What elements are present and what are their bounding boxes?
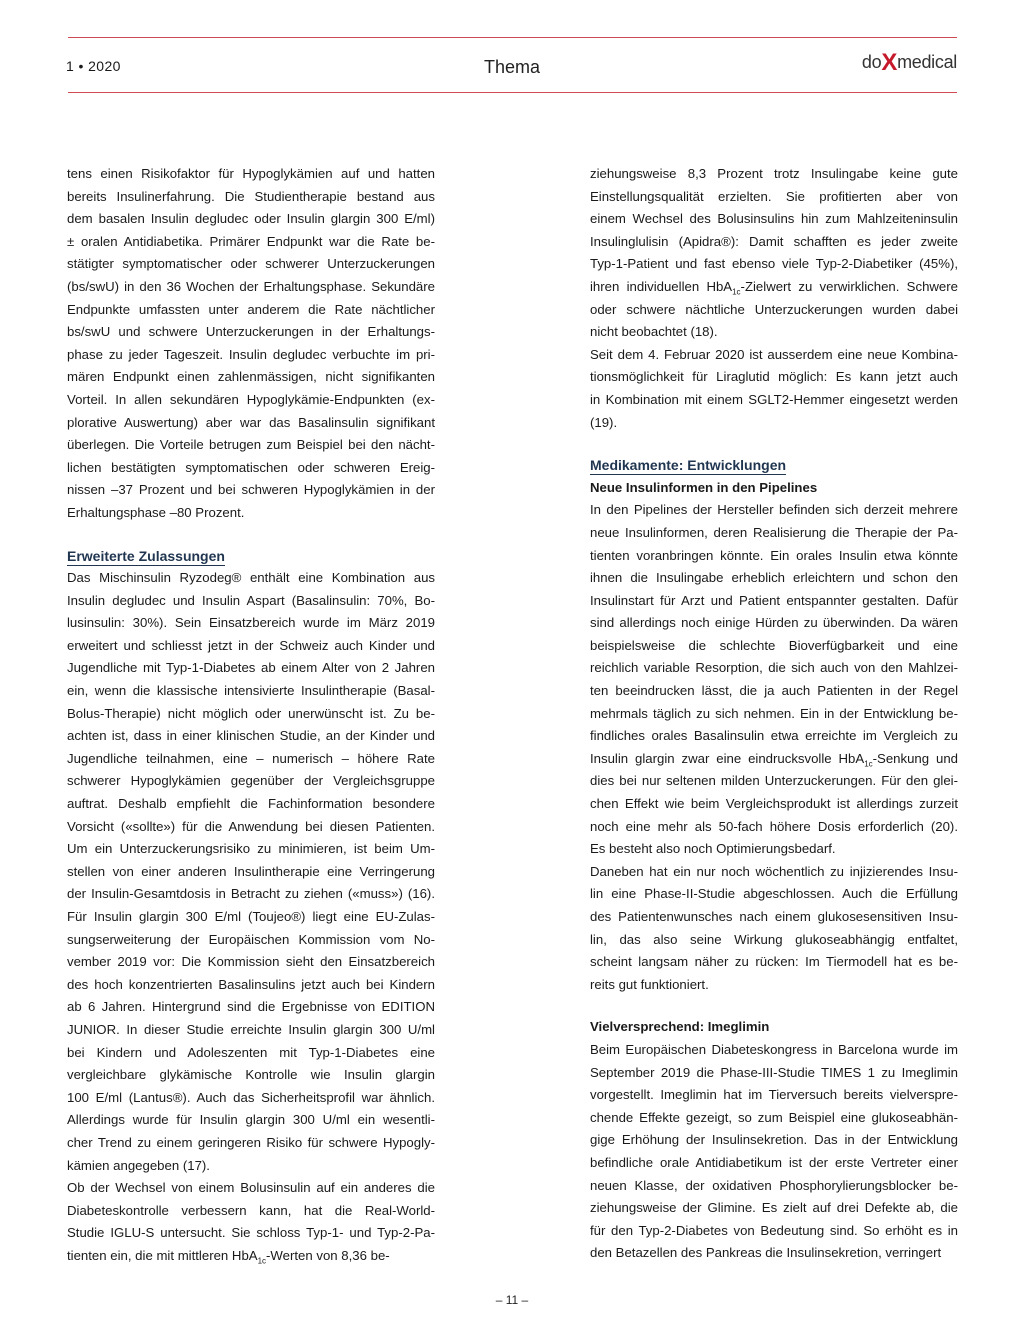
text-line: Vorsicht («sollte») für die Anwendung bei diesen Patienten. [67,818,435,834]
paragraph-gap [67,525,435,545]
text-line: schwerer Hypoglykämien gegenüber der Vergleichsgruppe [67,773,435,789]
text-line: sind allerdings noch einige Hürden zu überwinden. Da wären [590,615,958,631]
text-line: Das Mischinsulin Ryzodeg® enthält eine Kombination aus [67,570,435,586]
paragraph [590,163,958,344]
section-title: Thema [483,57,541,77]
section-heading-text: Medikamente: Entwicklungen [590,457,787,474]
text-line: ten beeindrucken lässt, die ja auch Patienten in der Regel [590,683,958,699]
paragraph [590,344,958,434]
paragraph [590,1039,958,1265]
text-line: achten ist, dass in einer klinischen Studie, an der Kinder und [67,728,435,744]
text-line: noch eine mehr als 50-fach höhere Dosis erforderlich (20). [590,818,958,834]
text-line: tens einen Risikofaktor für Hypoglykämien auf und hatten [67,166,435,181]
text-line: erweitert und schliesst jetzt in der Schweiz auch Kinder und [67,637,435,653]
text-line: (19). [590,414,618,430]
logo-part-1: do [861,52,882,72]
paragraph [590,861,958,997]
text-line: Jugendliche mit Typ-1-Diabetes ab einem Alter von 2 Jahren [67,660,435,676]
right-column [590,163,958,1265]
page-number: – 11 – [495,1293,529,1307]
subscript-1c: 1c [732,287,741,297]
text-line: ein, wenn die klassische intensivierte Insulintherapie (Basal- [67,683,435,699]
text-line: tionsmöglichkeit für Liraglutid möglich: Es kann jetzt auch [590,369,958,385]
text-line: für den Typ-2-Diabetes von Bedeutung sind. So erhöht es in [590,1222,958,1238]
text-line: vergleichbare glykämische Kontrolle wie Insulin glargin [67,1067,435,1083]
text-line: bereits Insulinerfahrung. Die Studientherapie bestand aus [67,188,435,204]
text-line: tienten ein, die mit mittleren HbA$_{1c}$-Werten von 8,36 be- [67,1247,390,1266]
text-line: mären Endpunkt einen zahlenmässigen, nicht signifikanten [67,369,435,385]
text-line: auftrat. Deshalb empfiehlt die Fachinformation besondere [67,796,435,812]
text-line: Vorteil. In allen sekundären Hypoglykämie-Endpunkten (ex- [67,391,435,407]
text-line: nicht beobachtet (18). [590,324,718,340]
text-line: Bolus-Therapie) nicht möglich oder unerwünscht ist. Zu be- [67,705,435,721]
text-line: (bs/swU) in den 36 Wochen der Erhaltungsphase. Sekundäre [67,278,435,294]
text-line: den Betazellen des Pankreas die Insulinsekretion, verringert [590,1245,942,1261]
text-line: befindliche orale Antidiabetikum ist der erste Vertreter einer [590,1154,958,1170]
text-line: lichen bestätigten symptomatischen oder schweren Ereig- [67,459,435,475]
text-line: 100 E/ml (Lantus®). Auch das Sicherheitsprofil war ähnlich. [67,1089,435,1105]
text-line: ihren individuellen HbA$_{1c}$-Zielwert zu verwirklichen. Schwere [590,278,958,297]
header-rule-bottom [68,92,957,93]
text-line: gige Erhöhung der Insulinsekretion. Das in der Entwicklung [590,1132,958,1148]
subscript-1c: 1c [257,1256,267,1266]
text-line: Daneben hat ein nur noch wöchentlich zu injizierendes Insu- [590,863,958,879]
text-line: Allerdings wurde für Insulin glargin 300 U/ml ein wesentli- [67,1112,435,1128]
text-line: bei Kindern und Adoleszenten mit Typ-1-Diabetes eine [67,1044,435,1060]
text-line: lin eine Phase-II-Studie abgeschlossen. Auch die Erfüllung [590,886,958,902]
text-line: kämien angegeben (17). [67,1157,210,1173]
text-line: ± oralen Antidiabetika. Primärer Endpunkt war die Rate be- [67,233,435,249]
text-line: reits gut funktioniert. [590,976,709,992]
section-heading [67,545,435,568]
text-line: Um ein Unterzuckerungsrisiko zu minimieren, ist beim Um- [67,841,435,857]
text-line: bs/swU und schwere Unterzuckerungen in der Erhaltungs- [67,324,435,340]
text-line: oder schwere nächtliche Unterzuckerungen wurden dabei [590,301,958,317]
text-line: beispielsweise die schlechte Bioverfügbarkeit und eine [590,637,958,653]
paragraph-gap [590,434,958,454]
text-line: Endpunkte umfassten unter anderem die Rate nächtlicher [67,301,435,317]
text-line: ziehungsweise der Glimine. Es zielt auf drei Defekte ab, die [590,1200,958,1216]
text-line: Insulinglulisin (Apidra®): Damit schafften es jeder zweite [590,233,958,249]
text-line: vember 2019 vor: Die Kommission sieht den Einsatzbereich [67,954,435,970]
text-line: in Kombination mit einem SGLT2-Hemmer eingesetzt werden [590,391,958,407]
text-line: scheint langsam näher zu rücken: Im Tiermodell hat es be- [590,954,958,970]
text-line: der Insulin-Gesamtdosis in Betracht zu ziehen («muss») (16). [67,886,435,902]
text-line: reichlich variable Resorption, die sich auch von den Mahlzei- [590,660,958,676]
text-line: Einstellungsqualität erzielten. Sie profitierten aber von [590,188,958,204]
text-line: Typ-1-Patient und fast ebenso viele Typ-2-Diabetiker (45%), [590,256,958,272]
issue-label: 1 • 2020 [66,58,121,74]
text-line: In den Pipelines der Hersteller befinden sich derzeit mehrere [590,502,958,518]
text-line: sungserweiterung der Europäischen Kommission vom No- [67,931,435,947]
text-line: mehrmals täglich zu sich nehmen. Ein in der Entwicklung be- [590,705,958,721]
text-line: überlegen. Die Vorteile betrugen zum Beispiel bei den nächt- [67,437,435,453]
text-line: lin, das also seine Wirkung glukoseabhängig entfaltet, [590,931,958,947]
left-column [67,163,435,1268]
paragraph [67,567,435,1177]
text-line: Für Insulin glargin 300 E/ml (Toujeo®) liegt eine EU-Zulas- [67,909,435,924]
text-line: chende Effekte gezeigt, so zum Beispiel eine glukoseabhän- [590,1109,958,1125]
text-line: Studie IGLU-S untersucht. Sie schloss Typ-1- und Typ-2-Pa- [67,1225,435,1241]
paragraph [590,499,958,861]
logo-x-mark: X [881,49,898,76]
text-line: Jugendliche teilnahmen, eine – numerisch – höhere Rate [67,750,435,766]
text-line: cher Trend zu einem geringeren Risiko für schwere Hypogly- [67,1134,435,1150]
text-line: des hoch konzentrierten Basalinsulins jetzt auch bei Kindern [67,976,435,992]
text-line: Ob der Wechsel von einem Bolusinsulin auf ein anderes die [67,1180,435,1196]
text-line: des Patientenwunsches nach einem glukosesensitiven Insu- [590,909,958,924]
text-line: Diabeteskontrolle verbessern kann, hat die Real-World- [67,1202,435,1218]
text-line: dem basalen Insulin degludec oder Insulin glargin 300 E/ml) [67,211,435,227]
brand-logo [861,49,957,76]
text-line: Seit dem 4. Februar 2020 ist ausserdem eine neue Kombina- [590,346,958,362]
text-line: neuen Klasse, der oxidativen Phosphorylierungsblocker be- [590,1177,958,1193]
text-line: ihnen die Insulingabe erheblich erleichtern und schon den [590,570,958,586]
text-line: Es besteht also noch Optimierungsbedarf. [590,841,836,857]
text-line: Insulinstart für Arzt und Patient entspannter gestalten. Dafür [590,592,958,608]
text-line: Beim Europäischen Diabeteskongress in Barcelona wurde im [590,1041,958,1057]
text-line: phase zu jeder Tageszeit. Insulin degludec verbuchte im pri- [67,346,435,362]
text-line: findliches orales Basalinsulin etwa erreichte im Vergleich zu [590,728,958,744]
text-line: Insulin glargin zwar eine eindrucksvolle HbA$_{1c}$-Senkung und [590,750,958,769]
text-line: vorgestellt. Imeglimin hat im Tierversuch bereits vielverspre- [590,1087,958,1103]
text-line: dies bei nur seltenen milden Unterzuckerungen. Für den glei- [590,773,958,789]
text-line: Erhaltungsphase –80 Prozent. [67,504,245,520]
text-line: nissen –37 Prozent und bei schweren Hypoglykämien in der [67,482,435,498]
text-line: ab 6 Jahren. Hintergrund sind die Ergebnisse von EDITION [67,999,435,1015]
text-line: chen Effekt wie beim Vergleichsprodukt ist allerdings zurzeit [590,796,958,812]
text-line: stätigter symptomatischer oder schwerer Unterzuckerungen [67,256,435,272]
text-line: einem Wechsel des Bolusinsulins hin zum Mahlzeiteninsulin [590,211,958,227]
text-line: plorative Auswertung) aber war das Basalinsulin signifikant [67,414,435,430]
section-heading-text: Erweiterte Zulassungen [67,547,225,564]
subheading: Neue Insulinformen in den Pipelines [590,479,818,495]
subheading: Vielversprechend: Imeglimin [590,1019,770,1035]
logo-part-3: medical [897,52,957,72]
text-line: Insulin degludec und Insulin Aspart (Basalinsulin: 70%, Bo- [67,592,435,608]
subscript-1c: 1c [864,759,873,769]
header-rule-top [68,37,957,38]
paragraph [67,1177,435,1267]
text-line: JUNIOR. In dieser Studie erreichte Insulin glargin 300 U/ml [67,1021,435,1037]
text-line: September 2019 die Phase-III-Studie TIMES 1 zu Imeglimin [590,1064,958,1080]
text-line: stellen von einer anderen Insulintherapie eine Verringerung [67,863,435,879]
text-line: neue Insulinformen, deren Realisierung die Therapie der Pa- [590,524,958,540]
section-heading [590,454,958,477]
paragraph [67,163,435,525]
paragraph-gap [590,996,958,1016]
text-line: tienten voranbringen könnte. Ein orales Insulin etwa könnte [590,547,958,563]
text-line: lusinsulin: 30%). Sein Einsatzbereich wurde im März 2019 [67,615,435,631]
text-line: ziehungsweise 8,3 Prozent trotz Insulingabe keine gute [590,166,958,181]
